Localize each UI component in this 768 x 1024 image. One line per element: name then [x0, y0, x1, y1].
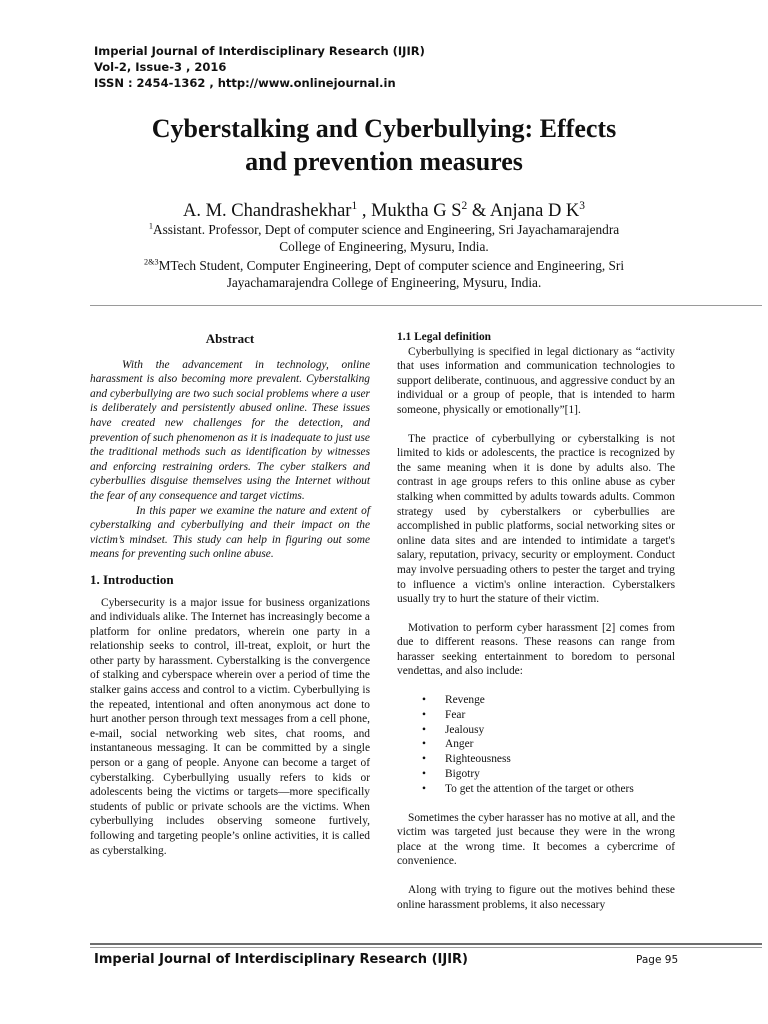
- author-list: [60, 199, 708, 223]
- author-separator: &: [467, 201, 490, 221]
- affiliation-2-line-1: MTech Student, Computer Engineering, Dept of computer science and Engineering, Sri: [158, 258, 625, 273]
- bullet-icon: •: [422, 768, 426, 781]
- journal-name: Imperial Journal of Interdisciplinary Research (IJIR): [94, 44, 425, 58]
- journal-issn: ISSN : 2454-1362 , http://www.onlinejournal.in: [94, 76, 396, 90]
- right-column: [397, 330, 675, 926]
- affiliation-1-line-2: College of Engineering, Mysuru, India.: [279, 239, 489, 254]
- affiliation-1-marker: 1: [148, 221, 153, 231]
- bullet-icon: •: [422, 753, 426, 766]
- author-1-marker: 1: [351, 199, 358, 212]
- author-2: Muktha G S: [371, 201, 462, 221]
- affiliation-2-line-2: Jayachamarajendra College of Engineering, Mysuru, India.: [226, 275, 542, 290]
- paper-title: [60, 112, 708, 178]
- affiliation-2: [90, 257, 678, 291]
- author-1: A. M. Chandrashekhar: [182, 201, 352, 221]
- legal-paragraph-5: Along with trying to figure out the motives behind these online harassment problems, it also necessary: [397, 884, 675, 911]
- list-item: • Fear: [422, 708, 466, 721]
- footer-divider: [90, 943, 762, 945]
- list-item: • Anger: [422, 738, 474, 751]
- author-3-marker: 3: [579, 199, 586, 212]
- abstract-paragraph-2: In this paper we examine the nature and extent of cyberstalking and cyberbullying and their impact on the victim’s mindset. This study can help in figuring out some means for preventing such online abuse.: [90, 504, 370, 561]
- list-item: • Righteousness: [422, 753, 511, 766]
- left-column: [90, 330, 370, 872]
- introduction-heading: 1. Introduction: [90, 571, 174, 587]
- bullet-icon: •: [422, 694, 426, 707]
- page-number: Page 95: [636, 954, 679, 966]
- motive-list: [397, 693, 675, 797]
- abstract-paragraph-1: With the advancement in technology, online harassment is also becoming more prevalent. Cyberstalking and cyberbullying are two such social problems where a user is deliberately and persistently abused online. These issues have created new challenges for the detection, and prevention of such phenomenon as it is inadequate to just use the traditional methods such as identification by witnesses and enforcing restraining orders. The cyber stalkers and cyberbullies disguise themselves using the Internet without the fear of any consequence and target victims.: [90, 358, 370, 502]
- author-2-marker: 2: [461, 199, 468, 212]
- introduction-paragraph: Cybersecurity is a major issue for business organizations and individuals alike. The Internet has increasingly become a platform for online predators, wherein one party in a relationship seeks to control, ill-treat, exploit, or hurt the other party by harassment. Cyberstalking is the convergence of stalking and cyberspace wherein over a period of time the stalker gains access and control to a victim. Cyberbullying is the repeated, intentional and often anonymous act done to hurt another person through text messages from a cell phone, e-mail, social networking web sites, chat rooms, and instantaneous messaging. It can be committed by a single person or a gang of people. Anyone can become a target of cyberstalking. Cyberbullying usually refers to kids or adolescents being the victims or targets—more specifically students of public or private schools are the victims. When cyberbullying includes observing someone furtively, following and targeting people’s online activities, it is called as cyberstalking.: [90, 596, 370, 857]
- bullet-icon: •: [422, 708, 426, 721]
- footer-divider-thin: [90, 947, 762, 948]
- list-item: • Revenge: [422, 694, 485, 707]
- author-3: Anjana D K: [489, 201, 580, 221]
- affiliation-1-line-1: Assistant. Professor, Dept of computer science and Engineering, Sri Jayachamarajendra: [152, 222, 620, 237]
- journal-header: [94, 43, 425, 91]
- header-divider: [90, 305, 762, 306]
- bullet-icon: •: [422, 738, 426, 751]
- bullet-icon: •: [422, 782, 426, 795]
- legal-definition-heading: 1.1 Legal definition: [397, 331, 491, 343]
- journal-volume: Vol-2, Issue-3 , 2016: [94, 60, 227, 74]
- abstract-heading: Abstract: [205, 331, 255, 346]
- list-item: • Bigotry: [422, 768, 480, 781]
- legal-paragraph-3: Motivation to perform cyber harassment [2] comes from due to different reasons. These reasons can range from harasser seeking entertainment to boredom to personal vendettas, and also include:: [397, 621, 675, 678]
- affiliation-1: [90, 221, 678, 255]
- author-separator: ,: [357, 201, 372, 221]
- title-line-1: Cyberstalking and Cyberbullying: Effects: [151, 114, 617, 143]
- legal-paragraph-2: The practice of cyberbullying or cyberstalking is not limited to kids or adolescents, the practice is recognized by the same meaning when it is done by adults also. The contrast in age groups refers to this online abuse as cyber stalking when committed by adults towards adults. Common strategy used by cyberstalkers or cyberbullies are accomplished in public platforms, social networking sites or online data sites and are intended to intimidate a target's salary, reputation, privacy, security or employment. Conduct may involve persuading others to pester the target and trying to influence a victim's online interaction. Cyberstalkers usually try to hurt the stature of their victim.: [397, 432, 675, 606]
- list-item: • To get the attention of the target or others: [422, 782, 634, 795]
- footer-journal-name: Imperial Journal of Interdisciplinary Research (IJIR): [94, 952, 468, 967]
- list-item: • Jealousy: [422, 723, 485, 736]
- legal-paragraph-4: Sometimes the cyber harasser has no motive at all, and the victim was targeted just because they were in the wrong place at the wrong time. It becomes a cybercrime of convenience.: [397, 811, 675, 868]
- bullet-icon: •: [422, 723, 426, 736]
- affiliation-2-marker: 2&3: [143, 257, 159, 267]
- title-line-2: and prevention measures: [245, 147, 523, 176]
- legal-paragraph-1: Cyberbullying is specified in legal dictionary as “activity that uses information and communication technologies to support deliberate, continuous, and aggressive conduct by an individual or a group of people, that is intended to harm someone, physically or emotionally”[1].: [397, 345, 675, 416]
